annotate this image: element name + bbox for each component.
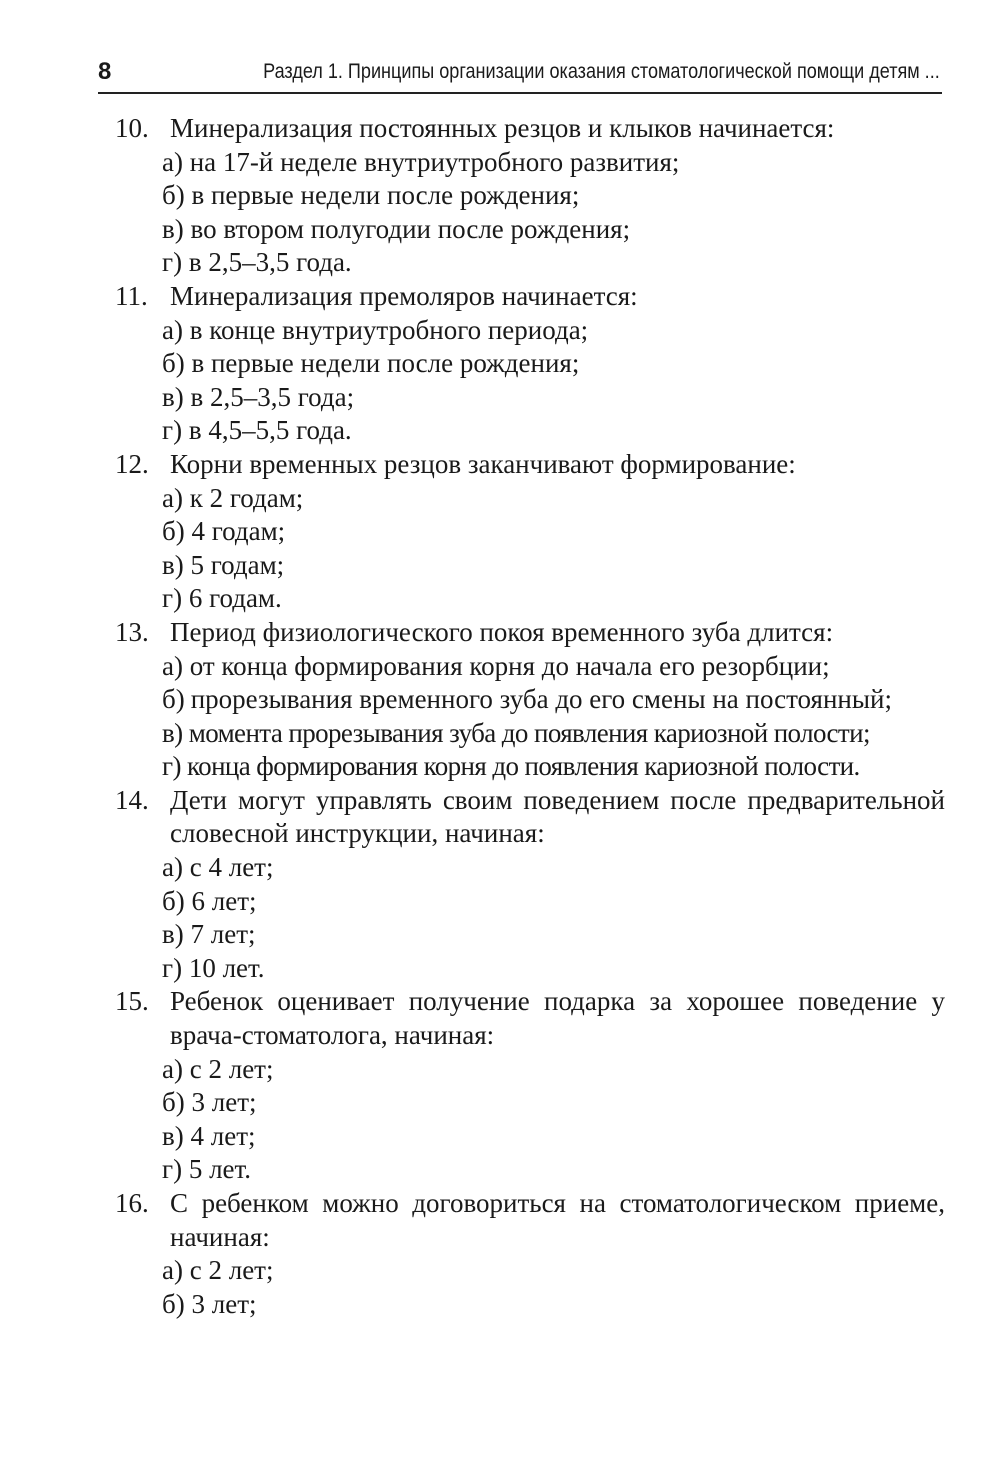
question-10 [0, 112, 1000, 280]
option-text: 10 лет. [188, 952, 265, 983]
question-number: 14. [115, 784, 149, 815]
option-text: с 2 лет; [189, 1255, 274, 1286]
question-text: Период физиологического покоя временного зуба длится: [170, 616, 834, 647]
option-label: в) [162, 549, 184, 580]
option-c [0, 1120, 1000, 1154]
option-label: г) [162, 1154, 183, 1185]
question-text: Корни временных резцов заканчивают формирование: [170, 448, 796, 479]
option-text: с 2 лет; [189, 1053, 274, 1084]
option-label: в) [162, 1120, 184, 1151]
question-text: Минерализация постоянных резцов и клыков начинается: [170, 113, 835, 143]
question-number: 15. [115, 986, 149, 1017]
option-text: прорезывания временного зуба до его смены на постоянный; [190, 684, 892, 715]
option-text: в первые недели после рождения; [191, 348, 580, 379]
option-d [0, 246, 1000, 280]
question-list [0, 112, 1000, 1321]
option-text: 5 лет. [188, 1154, 252, 1185]
option-label: в) [162, 717, 183, 748]
option-text: 4 годам; [191, 516, 286, 547]
option-text: в конце внутриутробного периода; [189, 314, 589, 345]
option-b [0, 1288, 1000, 1322]
option-label: б) [162, 684, 185, 715]
question-number: 13. [115, 616, 149, 647]
option-label: в) [162, 213, 184, 244]
question-15 [0, 985, 1000, 1187]
option-d [0, 750, 1000, 784]
option-b [0, 885, 1000, 919]
option-label: а) [162, 1255, 183, 1286]
option-text: 3 лет; [191, 1288, 257, 1319]
option-label: а) [162, 852, 183, 883]
option-text: 3 лет; [191, 1087, 257, 1118]
option-a [0, 314, 1000, 348]
question-text: С ребенком можно договориться на стоматологическом приеме, начиная: [170, 1188, 945, 1252]
page-header [98, 56, 942, 94]
question-13 [0, 616, 1000, 784]
option-label: б) [162, 348, 185, 379]
option-text: 7 лет; [190, 919, 256, 950]
option-text: к 2 годам; [189, 482, 304, 513]
option-label: а) [162, 1053, 183, 1084]
option-a [0, 482, 1000, 516]
question-12 [0, 448, 1000, 616]
option-c [0, 549, 1000, 583]
option-label: г) [162, 952, 183, 983]
option-label: в) [162, 381, 184, 412]
option-label: г) [162, 583, 183, 614]
option-label: б) [162, 516, 185, 547]
option-a [0, 1053, 1000, 1087]
question-text: Дети могут управлять своим поведением после предварительной словесной инструкции, начиная: [170, 784, 945, 849]
question-text: Минерализация премоляров начинается: [170, 280, 638, 311]
option-d [0, 1153, 1000, 1187]
option-c [0, 381, 1000, 415]
option-text: в 2,5–3,5 года; [190, 381, 355, 412]
option-b [0, 515, 1000, 549]
question-16 [0, 1187, 1000, 1321]
question-text: Ребенок оценивает получение подарка за хорошее поведение у врача-стоматолога, начиная: [170, 986, 945, 1051]
option-label: а) [162, 146, 183, 177]
option-d [0, 582, 1000, 616]
option-b [0, 1086, 1000, 1120]
option-label: б) [162, 180, 185, 211]
option-label: б) [162, 1087, 185, 1118]
question-number: 11. [115, 280, 148, 311]
question-14 [0, 784, 1000, 986]
option-text: в первые недели после рождения; [191, 180, 580, 211]
option-text: с 4 лет; [189, 852, 274, 883]
option-d [0, 414, 1000, 448]
option-label: б) [162, 1288, 185, 1319]
option-d [0, 952, 1000, 986]
option-label: б) [162, 885, 185, 916]
option-label: в) [162, 919, 184, 950]
option-label: а) [162, 482, 183, 513]
option-text: на 17-й неделе внутриутробного развития; [189, 146, 680, 177]
option-text: от конца формирования корня до начала его резорбции; [189, 650, 830, 681]
option-label: а) [162, 650, 183, 681]
option-b [0, 347, 1000, 381]
option-a [0, 650, 1000, 684]
question-number: 10. [115, 113, 149, 143]
option-b [0, 179, 1000, 213]
option-a [0, 1254, 1000, 1288]
option-text: 6 годам. [188, 583, 282, 614]
option-label: а) [162, 314, 183, 345]
option-text: 6 лет; [191, 885, 257, 916]
option-b [0, 683, 947, 717]
option-c [0, 717, 1000, 751]
option-text: 4 лет; [190, 1120, 256, 1151]
option-c [0, 213, 1000, 247]
page-number: 8 [98, 58, 112, 85]
question-number: 16. [115, 1188, 149, 1218]
option-text: в 2,5–3,5 года. [188, 247, 352, 278]
option-text: во втором полугодии после рождения; [190, 213, 631, 244]
option-text: 5 годам; [190, 549, 285, 580]
question-number: 12. [115, 448, 149, 479]
option-label: г) [162, 247, 183, 278]
option-a [0, 146, 1000, 180]
option-a [0, 851, 1000, 885]
option-text: момента прорезывания зуба до появления кариозной полости; [188, 717, 870, 748]
option-label: г) [162, 751, 181, 782]
running-title: Раздел 1. Принципы организации оказания стоматологической помощи детям ... [263, 60, 940, 83]
question-11 [0, 280, 1000, 448]
option-c [0, 918, 1000, 952]
option-text: в 4,5–5,5 года. [188, 415, 352, 446]
option-text: конца формирования корня до появления кариозной полости. [187, 751, 860, 782]
option-label: г) [162, 415, 183, 446]
